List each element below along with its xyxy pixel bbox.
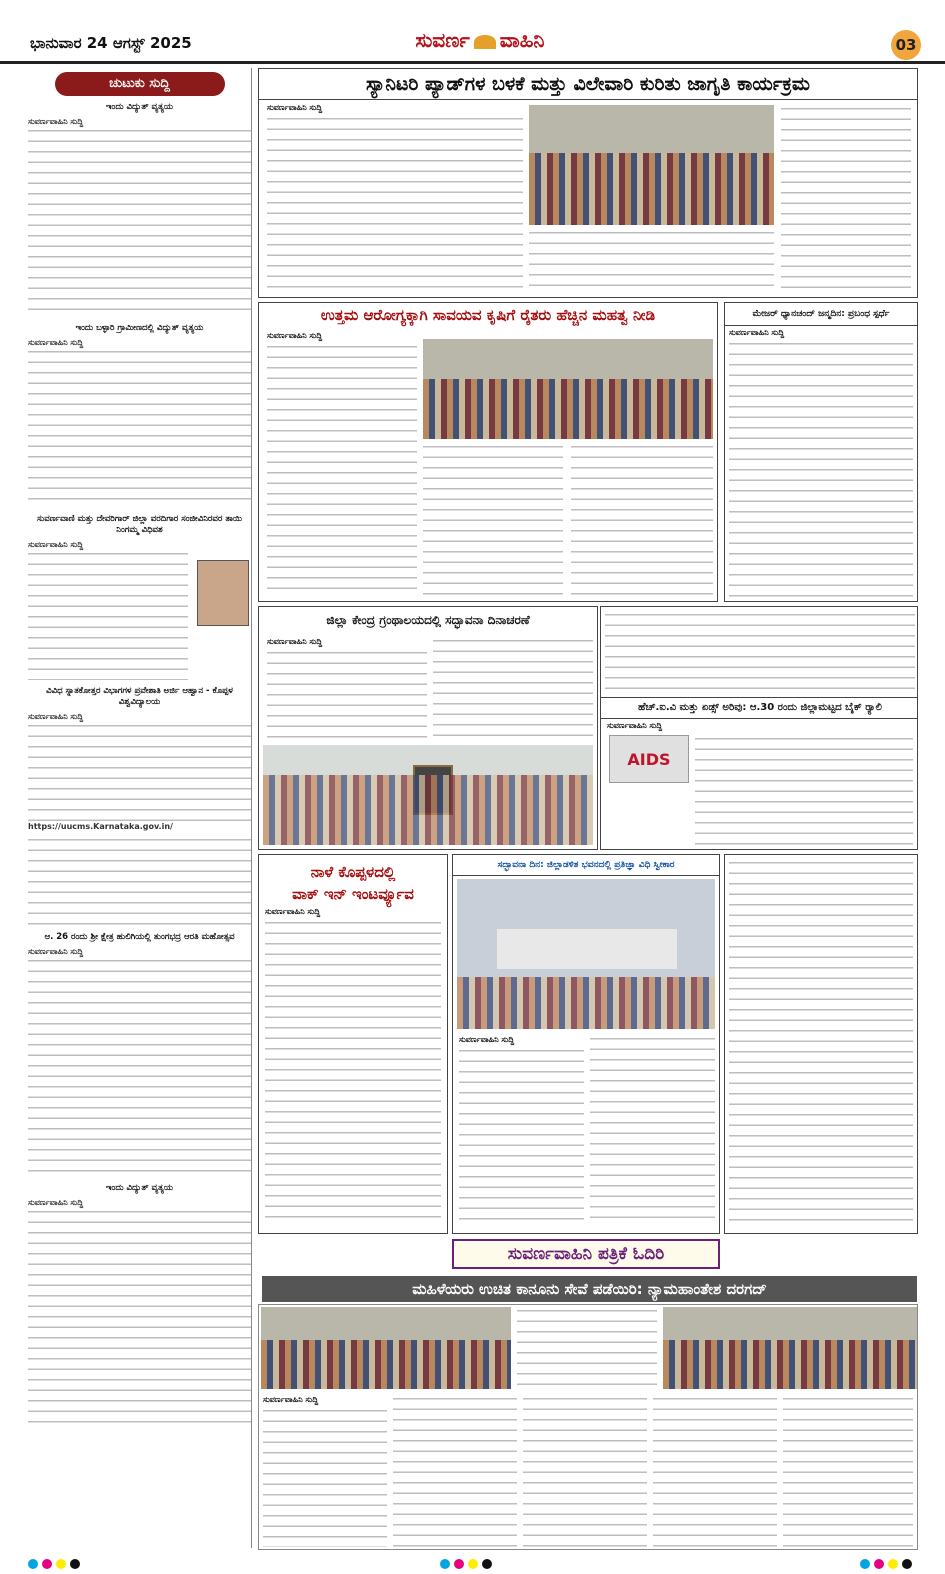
logo-text-right: ವಾಹಿನಿ	[499, 28, 545, 52]
story-byline: ಸುವರ್ಣವಾಹಿನಿ ಸುದ್ದಿ	[729, 328, 785, 337]
obituary-block	[28, 550, 251, 680]
story-body	[263, 1407, 387, 1547]
story-body	[459, 1047, 584, 1227]
event-photo	[263, 745, 593, 845]
issue-date: ಭಾನುವಾರ 24 ಆಗಸ್ಟ್ 2025	[30, 34, 192, 52]
event-photo	[529, 105, 774, 225]
story-body	[590, 1035, 715, 1227]
brief-byline: ಸುವರ್ಣವಾಹಿನಿ ಸುದ್ದಿ	[28, 1197, 84, 1207]
brief-body	[28, 836, 251, 926]
story-body	[517, 1307, 657, 1389]
story-body	[605, 611, 915, 693]
story-walk-in-interview	[258, 854, 448, 1234]
story-body	[571, 443, 713, 598]
story-body	[433, 637, 593, 739]
story-body	[695, 735, 913, 845]
page-footer	[0, 1555, 945, 1574]
story-byline: ಸುವರ್ಣವಾಹಿನಿ ಸುದ್ದಿ	[267, 103, 323, 112]
story-byline: ಸುವರ್ಣವಾಹಿನಿ ಸುದ್ದಿ	[265, 907, 321, 916]
aids-graphic	[609, 735, 689, 783]
registration-marks	[860, 1559, 912, 1569]
brief-body	[28, 722, 251, 822]
story-body	[781, 105, 911, 295]
page-number: 03	[891, 30, 921, 60]
registration-marks	[440, 1559, 492, 1569]
story-continuation	[724, 854, 918, 1234]
story-body	[523, 1395, 647, 1547]
story-body	[729, 340, 913, 602]
event-photo	[423, 339, 713, 439]
brief-byline: ಸುವರ್ಣವಾಹಿನಿ ಸುದ್ದಿ	[28, 117, 84, 126]
brief-item	[28, 514, 251, 680]
story-essay-competition	[724, 302, 918, 602]
story-byline: ಸುವರ್ಣವಾಹಿನಿ ಸುದ್ದಿ	[267, 331, 323, 340]
story-body	[423, 443, 563, 598]
brief-byline: ಸುವರ್ಣವಾಹಿನಿ ಸುದ್ದಿ	[28, 338, 84, 347]
story-headline: ಸ್ಯಾನಿಟರಿ ಪ್ಯಾಡ್‌ಗಳ ಬಳಕೆ ಮತ್ತು ವಿಲೇವಾರಿ ಕುರಿತು ಜಾಗೃತಿ ಕಾರ್ಯಕ್ರಮ	[259, 69, 917, 100]
brief-item	[28, 1183, 251, 1428]
story-body	[653, 1395, 777, 1547]
brief-title: ಸುವರ್ಣವಾಣಿ ಮತ್ತು ದೇವರಿಗಾರ್ ಜಿಲ್ಲಾ ವರದಿಗಾರ ಸಂಜೀವಿನಿರವರ ತಾಯಿ ನಿಂಗಮ್ಮ ವಿಧಿವಶ	[37, 514, 242, 535]
section-chip: ಚುಟುಕು ಸುದ್ದಿ	[55, 72, 225, 96]
brief-byline: ಸುವರ್ಣವಾಹಿನಿ ಸುದ್ದಿ	[28, 712, 84, 721]
brief-body	[28, 1208, 251, 1428]
aids-label: AIDS	[627, 750, 671, 769]
story-headline: ಸದ್ಭಾವನಾ ದಿನ: ಜಿಲ್ಲಾಡಳಿತ ಭವನದಲ್ಲಿ ಪ್ರತಿಜ್ಞಾ ವಿಧಿ ಸ್ವೀಕಾರ	[453, 855, 719, 876]
story-body	[267, 649, 427, 739]
brief-title: ಇಂದು ವಿದ್ಯುತ್ ವ್ಯತ್ಯಯ	[106, 1182, 173, 1193]
brief-title: ಇಂದು ಬಳ್ಳಾರಿ ಗ್ರಾಮೀಣದಲ್ಲಿ ವಿದ್ಯುತ್ ವ್ಯತ್ಯಯ	[75, 323, 204, 333]
story-sadbhavana-day	[452, 854, 720, 1234]
brief-link[interactable]: https://uucms.Karnataka.gov.in/	[28, 822, 173, 831]
story-body	[729, 859, 913, 1229]
story-aids-rally	[600, 606, 918, 850]
story-headline: ಹೆಚ್.ಐ.ವಿ ಮತ್ತು ಏಡ್ಸ್ ಅರಿವು: ಆ.30 ರಂದು ಜಿಲ್ಲಾಮಟ್ಟದ ಬೈಕ್ ರ‍್ಯಾಲಿ	[601, 697, 918, 719]
story-legal-services	[258, 1304, 918, 1550]
brief-byline: ಸುವರ್ಣವಾಹಿನಿ ಸುದ್ದಿ	[28, 540, 84, 549]
brief-body	[28, 127, 251, 317]
brief-column	[28, 68, 252, 1548]
logo-text-left: ಸುವರ್ಣ	[415, 28, 470, 52]
story-headline: ಮೇಜರ್ ಧ್ಯಾನಚಂದ್ ಜನ್ಮದಿನ: ಪ್ರಬಂಧ ಸ್ಪರ್ಧೆ	[725, 303, 917, 326]
brand-logo	[380, 28, 580, 58]
story-body	[267, 115, 523, 295]
story-headline-legal-services: ಮಹಿಳೆಯರು ಉಚಿತ ಕಾನೂನು ಸೇವೆ ಪಡೆಯಿರಿ: ನ್ಯಾಮಹಾಂತೇಶ ದರಗದ್	[262, 1276, 917, 1302]
brief-item	[28, 323, 251, 508]
story-byline: ಸುವರ್ಣವಾಹಿನಿ ಸುದ್ದಿ	[263, 1395, 319, 1404]
brief-title: ಇಂದು ವಿದ್ಯುತ್ ವ್ಯತ್ಯಯ	[106, 102, 173, 112]
newspaper-ad: ಸುವರ್ಣವಾಹಿನಿ ಪತ್ರಿಕೆ ಓದಿರಿ	[452, 1239, 720, 1269]
story-headline: ಜಿಲ್ಲಾ ಕೇಂದ್ರ ಗ್ರಂಥಾಲಯದಲ್ಲಿ ಸದ್ಭಾವನಾ ದಿನಾಚರಣೆ	[326, 613, 530, 627]
story-byline: ಸುವರ್ಣವಾಹಿನಿ ಸುದ್ದಿ	[267, 637, 323, 646]
brief-title: ಆ. 26 ರಂದು ಶ್ರೀ ಕ್ಷೇತ್ರ ಹುಲಿಗಿಯಲ್ಲಿ ತುಂಗಭದ್ರ ಆರತಿ ಮಹೋತ್ಸವ	[44, 931, 235, 942]
masthead	[0, 0, 945, 64]
flame-icon	[474, 35, 496, 49]
story-body	[393, 1395, 517, 1547]
portrait-photo	[197, 560, 249, 626]
brief-item	[28, 686, 251, 926]
conference-table	[497, 929, 677, 969]
story-headline: ನಾಳೆ ಕೊಪ್ಪಳದಲ್ಲಿ	[310, 863, 396, 881]
story-organic-farming	[258, 302, 718, 602]
brief-byline: ಸುವರ್ಣವಾಹಿನಿ ಸುದ್ದಿ	[28, 946, 84, 956]
brief-item	[28, 102, 251, 317]
story-body	[783, 1395, 913, 1547]
event-photo	[261, 1307, 511, 1389]
registration-marks	[28, 1559, 80, 1569]
story-byline: ಸುವರ್ಣವಾಹಿನಿ ಸುದ್ದಿ	[607, 721, 663, 730]
story-body	[267, 343, 417, 598]
brief-title: ವಿವಿಧ ಸ್ನಾತಕೋತ್ತರ ವಿಭಾಗಗಳ ಪ್ರವೇಶಾತಿ ಅರ್ಜಿ ಆಹ್ವಾನ - ಕೊಪ್ಪಳ ವಿಶ್ವವಿದ್ಯಾಲಯ	[46, 686, 233, 707]
brief-body	[28, 348, 251, 508]
brief-item	[28, 932, 251, 1177]
brief-body	[28, 957, 251, 1177]
story-body	[265, 919, 441, 1219]
story-library-day	[258, 606, 598, 850]
story-headline: ಉತ್ತಮ ಆರೋಗ್ಯಕ್ಕಾಗಿ ಸಾವಯವ ಕೃಷಿಗೆ ರೈತರು ಹೆಚ್ಚಿನ ಮಹತ್ವ ನೀಡಿ	[320, 306, 656, 324]
story-body	[529, 229, 774, 295]
event-photo	[663, 1307, 917, 1389]
story-byline: ಸುವರ್ಣವಾಹಿನಿ ಸುದ್ದಿ	[459, 1035, 515, 1044]
story-headline: ವಾಕ್ ಇನ್ ಇಂಟರ್ವ್ಯೂವ	[292, 885, 414, 903]
story-sanitary-pads	[258, 68, 918, 298]
event-photo	[457, 879, 715, 1029]
